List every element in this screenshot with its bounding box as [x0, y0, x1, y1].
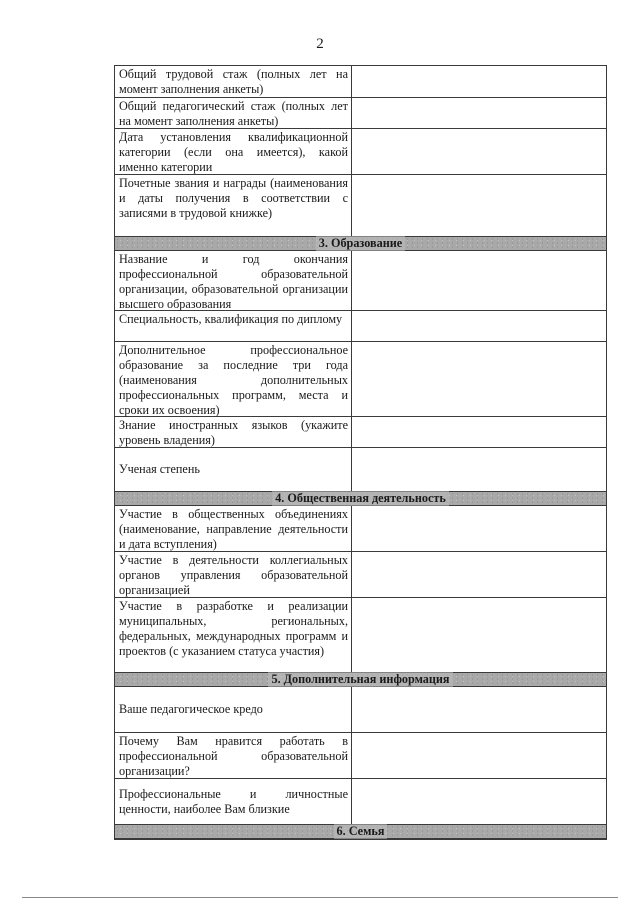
- field-label-cell: [115, 598, 352, 672]
- answer-cell[interactable]: [352, 129, 606, 174]
- form-row: [115, 98, 606, 129]
- form-row: [115, 779, 606, 825]
- page-number: 2: [316, 36, 324, 52]
- form-row: [115, 506, 606, 552]
- section-header: [115, 673, 606, 687]
- field-label-cell: [115, 342, 352, 416]
- field-label: Общий трудовой стаж (полных лет на момент заполнения анкеты): [119, 67, 348, 96]
- answer-cell[interactable]: [352, 598, 606, 672]
- field-label-cell: [115, 552, 352, 597]
- answer-cell[interactable]: [352, 342, 606, 416]
- field-label: Ученая степень: [119, 462, 200, 477]
- field-label: Участие в разработке и реализации муниципальных, региональных, федеральных, международных программ и проектов (с указанием статуса участия): [119, 599, 348, 658]
- field-label-cell: [115, 417, 352, 447]
- field-label: Профессиональные и личностные ценности, наиболее Вам близкие: [119, 786, 348, 816]
- answer-cell[interactable]: [352, 687, 606, 732]
- form-row: [115, 66, 606, 98]
- field-label: Почему Вам нравится работать в профессиональной образовательной организации?: [119, 734, 348, 778]
- field-label-cell: [115, 448, 352, 491]
- field-label: Название и год окончания профессиональной образовательной организации, образовательной организации высшего образования: [119, 252, 348, 311]
- field-label-cell: [115, 311, 352, 341]
- field-label: Почетные звания и награды (наименования и даты получения в соответствии с записями в трудовой книжке): [119, 176, 348, 220]
- form-row: [115, 733, 606, 779]
- answer-cell[interactable]: [352, 733, 606, 778]
- field-label: Участие в общественных объединениях (наименование, направление деятельности и дата вступления): [119, 507, 348, 551]
- answer-cell[interactable]: [352, 175, 606, 236]
- questionnaire-table: [114, 65, 607, 840]
- field-label: Знание иностранных языков (укажите уровень владения): [119, 418, 348, 447]
- section-header: [115, 492, 606, 506]
- section-title: 4. Общественная деятельность: [272, 491, 449, 506]
- section-title: 5. Дополнительная информация: [268, 672, 452, 687]
- answer-cell[interactable]: [352, 448, 606, 491]
- field-label-cell: [115, 175, 352, 236]
- answer-cell[interactable]: [352, 552, 606, 597]
- form-row: [115, 552, 606, 598]
- field-label: Дополнительное профессиональное образование за последние три года (наименования дополнительных профессиональных программ, места и сроки их освоения): [119, 343, 348, 417]
- answer-cell[interactable]: [352, 66, 606, 97]
- answer-cell[interactable]: [352, 506, 606, 551]
- section-header: [115, 825, 606, 839]
- answer-cell[interactable]: [352, 311, 606, 341]
- field-label: Участие в деятельности коллегиальных органов управления образовательной организацией: [119, 553, 348, 597]
- field-label-cell: [115, 687, 352, 732]
- form-row: [115, 175, 606, 237]
- form-row: [115, 598, 606, 673]
- page-bottom-rule: [22, 897, 618, 898]
- answer-cell[interactable]: [352, 98, 606, 128]
- answer-cell[interactable]: [352, 417, 606, 447]
- section-title: 6. Семья: [334, 824, 388, 839]
- field-label-cell: [115, 506, 352, 551]
- field-label: Специальность, квалификация по диплому: [119, 312, 343, 326]
- section-header: [115, 237, 606, 251]
- answer-cell[interactable]: [352, 251, 606, 310]
- form-row: [115, 448, 606, 492]
- form-row: [115, 129, 606, 175]
- field-label-cell: [115, 98, 352, 128]
- section-title: 3. Образование: [316, 236, 405, 251]
- field-label-cell: [115, 779, 352, 824]
- form-row: [115, 311, 606, 342]
- field-label: Общий педагогический стаж (полных лет на момент заполнения анкеты): [119, 99, 348, 128]
- field-label-cell: [115, 129, 352, 174]
- field-label: Ваше педагогическое кредо: [119, 702, 263, 717]
- form-row: [115, 251, 606, 311]
- field-label: Дата установления квалификационной категории (если она имеется), какой именно категории: [119, 130, 348, 174]
- form-row: [115, 687, 606, 733]
- answer-cell[interactable]: [352, 779, 606, 824]
- field-label-cell: [115, 251, 352, 310]
- field-label-cell: [115, 66, 352, 97]
- form-row: [115, 417, 606, 448]
- form-row: [115, 342, 606, 417]
- field-label-cell: [115, 733, 352, 778]
